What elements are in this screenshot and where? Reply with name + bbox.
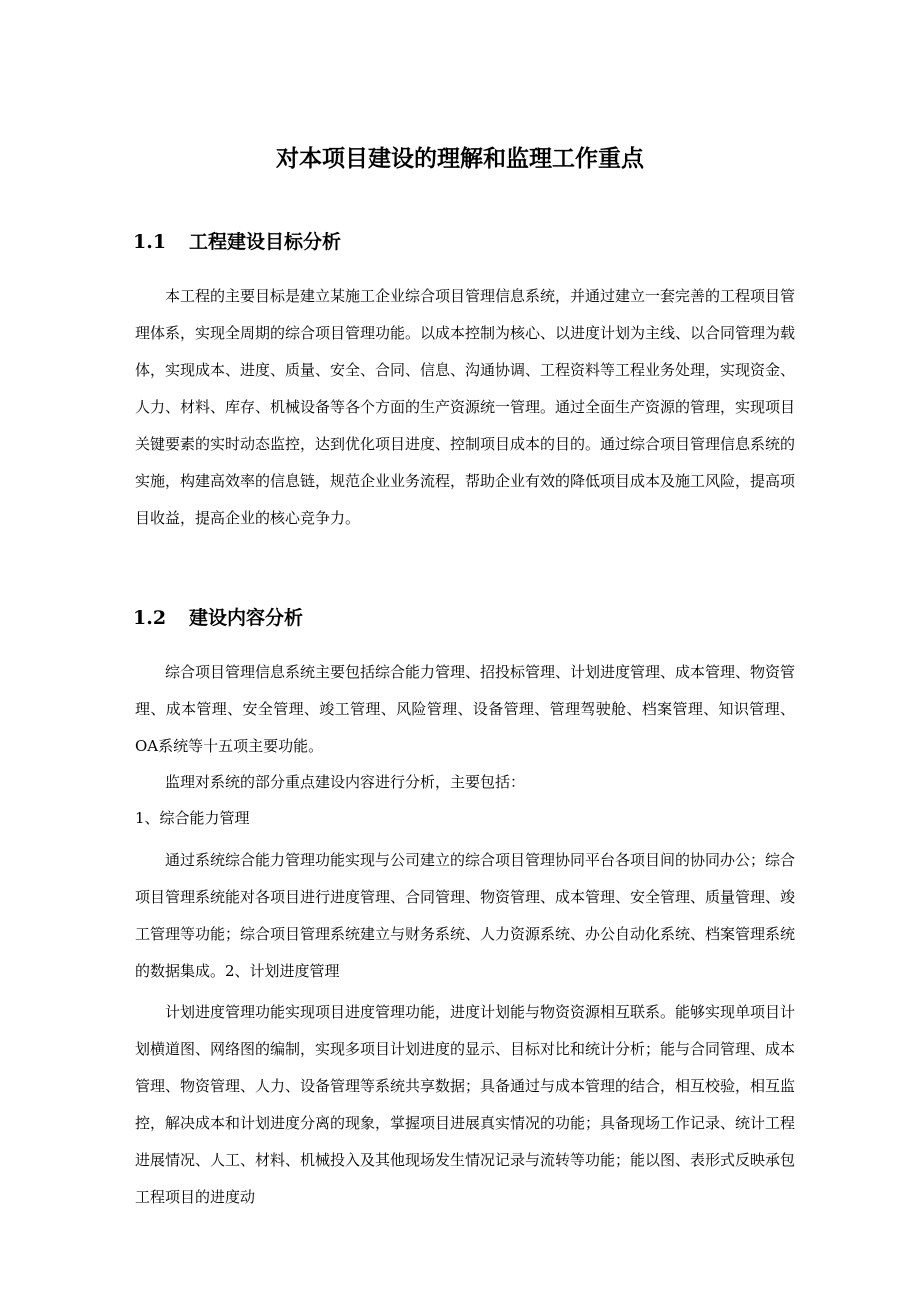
document-title: 对本项目建设的理解和监理工作重点 — [276, 146, 644, 172]
item-1-title: 1、综合能力管理 — [135, 809, 250, 827]
section-title: 建设内容分析 — [189, 607, 304, 629]
section-heading-1-2 — [133, 603, 303, 630]
section-number: 1.2 — [133, 607, 167, 629]
section-1-2-paragraph-1: 综合项目管理信息系统主要包括综合能力管理、招投标管理、计划进度管理、成本管理、物资管理、成本管理、安全管理、竣工管理、风险管理、设备管理、管理驾驶舱、档案管理、知识管理、OA系统等十五项主要功能。 — [135, 663, 796, 755]
section-1-1-paragraph: 本工程的主要目标是建立某施工企业综合项目管理信息系统，并通过建立一套完善的工程项目管理体系，实现全周期的综合项目管理功能。以成本控制为核心、以进度计划为主线、以合同管理为载体，实现成本、进度、质量、安全、合同、信息、沟通协调、工程资料等工程业务处理，实现资金、人力、材料、库存、机械设备等各个方面的生产资源统一管理。通过全面生产资源的管理，实现项目关键要素的实时动态监控，达到优化项目进度、控制项目成本的目的。通过综合项目管理信息系统的实施，构建高效率的信息链，规范企业业务流程，帮助企业有效的降低项目成本及施工风险，提高项目收益，提高企业的核心竞争力。 — [135, 287, 796, 527]
section-1-2-paragraph-3: 通过系统综合能力管理功能实现与公司建立的综合项目管理协同平台各项目间的协同办公；综合项目管理系统能对各项目进行进度管理、合同管理、物资管理、成本管理、安全管理、质量管理、竣工管理等功能；综合项目管理系统建立与财务系统、人力资源系统、办公自动化系统、档案管理系统的数据集成。2、计划进度管理 — [135, 851, 796, 980]
section-1-2-paragraph-2: 监理对系统的部分重点建设内容进行分析，主要包括： — [165, 773, 526, 791]
section-number: 1.1 — [133, 231, 167, 253]
section-1-2-paragraph-4: 计划进度管理功能实现项目进度管理功能，进度计划能与物资资源相互联系。能够实现单项目计划横道图、网络图的编制，实现多项目计划进度的显示、目标对比和统计分析；能与合同管理、成本管理、物资管理、人力、设备管理等系统共享数据；具备通过与成本管理的结合，相互校验，相互监控，解决成本和计划进度分离的现象，掌握项目进展真实情况的功能；具备现场工作记录、统计工程进展情况、人工、材料、机械投入及其他现场发生情况记录与流转等功能；能以图、表形式反映承包工程项目的进度动 — [135, 1003, 796, 1206]
section-heading-1-1 — [133, 227, 341, 254]
section-title: 工程建设目标分析 — [189, 231, 342, 253]
